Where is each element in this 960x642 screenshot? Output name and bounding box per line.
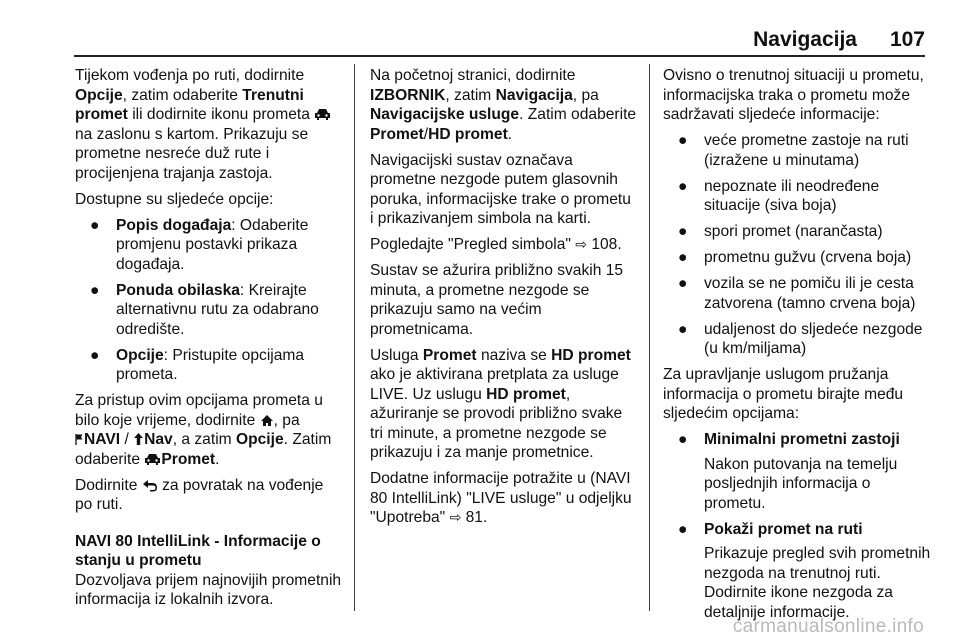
paragraph: Dozvoljava prijem najnovijih prometnih informacija iz lokalnih izvora. xyxy=(75,571,342,608)
list-item: ● Pokaži promet na ruti Prikazuje pregled svih prometnih nezgoda na trenutnoj ruti. Dodirnite ikone nezgoda za detaljnije informacije. xyxy=(678,520,931,621)
column-divider-1 xyxy=(354,64,355,611)
page-number: 107 xyxy=(889,28,925,51)
paragraph: Usluga Promet naziva se HD promet ako je aktivirana pretplata za usluge LIVE. Uz uslugu HD promet, ažuriranje se provodi približno svake tri minute, a prometne nezgode se prikazuju i za manje prometnice. xyxy=(370,346,631,461)
page-title: Navigacija xyxy=(753,28,857,51)
options-list xyxy=(75,216,343,385)
paragraph: Navigacijski sustav označava prometne nezgode putem glasovnih poruka, informacijske trake o prometu i prikazivanjem simbola na karti. xyxy=(370,151,631,227)
list-item: ● vozila se ne pomiču ili je cesta zatvorena (tamno crvena boja) xyxy=(678,275,916,312)
back-arrow-icon xyxy=(142,479,158,492)
column-3 xyxy=(663,66,931,629)
paragraph: Za pristup ovim opcijama prometa u bilo koje vrijeme, dodirnite , pa NAVI / Nav, a zatim Opcije. Zatim odaberite Promet. xyxy=(75,392,332,468)
paragraph: Dostupne su sljedeće opcije: xyxy=(75,190,274,208)
flag-icon xyxy=(75,433,84,446)
list-item: ● nepoznate ili neodređene situacije (siva boja) xyxy=(678,177,880,214)
options-list xyxy=(663,430,931,622)
header-rule xyxy=(74,55,925,57)
list-item: ● prometnu gužvu (crvena boja) xyxy=(678,249,912,266)
paragraph: Tijekom vođenja po ruti, dodirnite Opcije, zatim odaberite Trenutni promet ili dodirnite ikonu prometa na zaslonu s kartom. Prikazuju se prometne nesreće duž rute i procijenjena trajanja zastoja. xyxy=(75,66,343,183)
column-1 xyxy=(75,66,343,616)
nav-arrow-icon xyxy=(133,432,144,446)
column-2 xyxy=(370,66,638,534)
home-icon xyxy=(260,414,274,427)
reference-arrow-icon: ⇨ xyxy=(449,509,462,525)
paragraph: Na početnoj stranici, dodirnite IZBORNIK, zatim Navigacija, pa Navigacijske usluge. Zatim odaberite Promet/HD promet. xyxy=(370,67,637,143)
option-description: Prikazuje pregled svih prometnih nezgoda na trenutnoj ruti. Dodirnite ikone nezgoda za detaljnije informacije. xyxy=(704,545,931,621)
column-divider-2 xyxy=(649,64,650,611)
info-list xyxy=(663,131,931,359)
option-description: Nakon putovanja na temelju posljednjih informacija o prometu. xyxy=(704,455,898,512)
section-heading: NAVI 80 IntelliLink - Informacije o stanju u prometu xyxy=(75,532,321,569)
paragraph: Sustav se ažurira približno svakih 15 minuta, a prometne nezgode se prikazuju samo na većim prometnicama. xyxy=(370,262,624,338)
traffic-car-icon xyxy=(144,452,161,466)
list-item: ● udaljenost do sljedeće nezgode (u km/miljama) xyxy=(678,320,923,357)
paragraph: Za upravljanje uslugom pružanja informacija o prometu birajte među sljedećim opcijama: xyxy=(663,366,904,422)
page-header xyxy=(0,24,960,60)
paragraph: Ovisno o trenutnoj situaciji u prometu, informacijska traka o prometu može sadržavati sljedeće informacije: xyxy=(663,67,924,123)
paragraph: Dodirnite za povratak na vođenje po ruti. xyxy=(75,476,324,513)
list-item: ● Ponuda obilaska: Kreirajte alternativnu rutu za odabrano odredište. xyxy=(90,281,319,338)
watermark: carmanualsonline.info xyxy=(732,616,924,637)
reference-arrow-icon: ⇨ xyxy=(575,236,587,252)
list-item: ● Opcije: Pristupite opcijama prometa. xyxy=(90,346,305,383)
paragraph: Pogledajte "Pregled simbola" ⇨ 108. xyxy=(370,236,622,253)
traffic-car-icon xyxy=(314,107,331,121)
list-item: ● spori promet (narančasta) xyxy=(678,223,883,240)
list-item: ● veće prometne zastoje na ruti (izražene u minutama) xyxy=(678,132,909,169)
paragraph: Dodatne informacije potražite u (NAVI 80 IntelliLink) "LIVE usluge" u odjeljku "Upotreba" ⇨ 81. xyxy=(370,470,632,526)
list-item: ● Popis događaja: Odaberite promjenu postavki prikaza događaja. xyxy=(90,216,309,273)
list-item: ● Minimalni prometni zastoji Nakon putovanja na temelju posljednjih informacija o prometu. xyxy=(663,430,931,513)
